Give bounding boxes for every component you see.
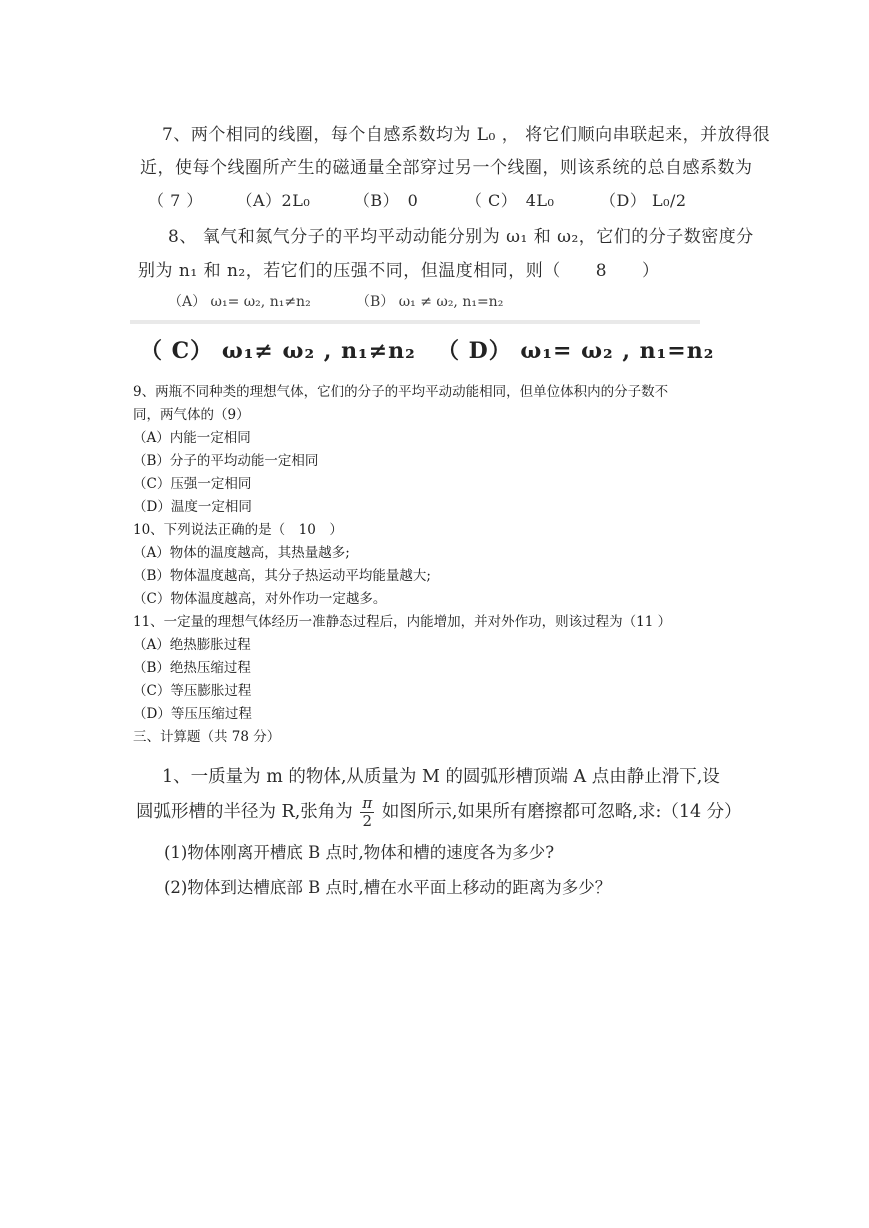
q9-option-d: （D）温度一定相同	[133, 499, 252, 515]
q11-option-d: （D）等压压缩过程	[133, 706, 252, 722]
q7-line1: 7、两个相同的线圈，每个自感系数均为 L₀ ， 将它们顺向串联起来，并放得很	[162, 125, 771, 145]
q11-stem: 11、一定量的理想气体经历一准静态过程后，内能增加，并对外作功，则该过程为（11 ）	[133, 614, 672, 630]
q8-line2: 别为 n₁ 和 n₂，若它们的压强不同，但温度相同，则（ 8 ）	[138, 261, 660, 281]
q7-option-a: （A）2L₀	[236, 191, 311, 210]
q11-option-c: （C）等压膨胀过程	[133, 683, 252, 699]
q9-option-b: （B）分子的平均动能一定相同	[133, 453, 319, 469]
calc1-sub2: (2)物体到达槽底部 B 点时,槽在水平面上移动的距离为多少？	[164, 878, 612, 897]
fraction-numerator: π	[362, 794, 373, 812]
q8-option-d: （ D） ω₁= ω₂ , n₁=n₂	[437, 338, 715, 364]
q9-line1: 9、两瓶不同种类的理想气体，它们的分子的平均平动动能相同，但单位体积内的分子数不	[133, 384, 669, 400]
calc1-sub1: (1)物体刚离开槽底 B 点时,物体和槽的速度各为多少?	[164, 843, 555, 862]
q8-option-c: （ C） ω₁≠ ω₂ , n₁≠n₂	[140, 338, 416, 364]
q9-option-c: （C）压强一定相同	[133, 476, 252, 492]
calc1-line1: 1、一质量为 m 的物体,从质量为 M 的圆弧形槽顶端 A 点由静止滑下,设	[162, 767, 720, 787]
calc1-line2-pre: 圆弧形槽的半径为 R,张角为	[136, 802, 353, 822]
scan-edge-divider	[130, 320, 700, 324]
q7-option-b: （B） 0	[353, 191, 419, 210]
q8-option-a: （A） ω₁= ω₂, n₁≠n₂	[168, 294, 311, 310]
q7-blank: （ 7 ）	[148, 191, 203, 210]
q11-option-a: （A）绝热膨胀过程	[133, 637, 251, 653]
q10-stem: 10、下列说法正确的是（ 10 ）	[133, 522, 343, 538]
q10-option-b: （B）物体温度越高，其分子热运动平均能量越大;	[133, 568, 431, 584]
q7-option-c: （ C） 4L₀	[465, 191, 555, 210]
q9-option-a: （A）内能一定相同	[133, 430, 251, 446]
q8-line1: 8、 氧气和氮气分子的平均平动动能分别为 ω₁ 和 ω₂，它们的分子数密度分	[168, 227, 754, 247]
section3-title: 三、计算题（共 78 分）	[133, 729, 281, 745]
q7-options-row	[148, 188, 687, 211]
q7-option-d: （D） L₀/2	[600, 191, 687, 210]
q9-line2: 同，两气体的（9）	[133, 407, 250, 423]
q10-option-c: （C）物体温度越高，对外作功一定越多。	[133, 591, 387, 607]
angle-fraction	[360, 796, 374, 829]
calc1-line2	[136, 796, 742, 829]
q10-option-a: （A）物体的温度越高，其热量越多;	[133, 545, 350, 561]
fraction-denominator: 2	[362, 812, 373, 830]
q11-option-b: （B）绝热压缩过程	[133, 660, 251, 676]
calc1-line2-post: 如图所示,如果所有磨擦都可忽略,求:（14 分）	[381, 802, 742, 822]
q8-option-b: （B） ω₁ ≠ ω₂, n₁=n₂	[356, 294, 504, 310]
q7-line2: 近，使每个线圈所产生的磁通量全部穿过另一个线圈，则该系统的总自感系数为	[140, 158, 753, 178]
